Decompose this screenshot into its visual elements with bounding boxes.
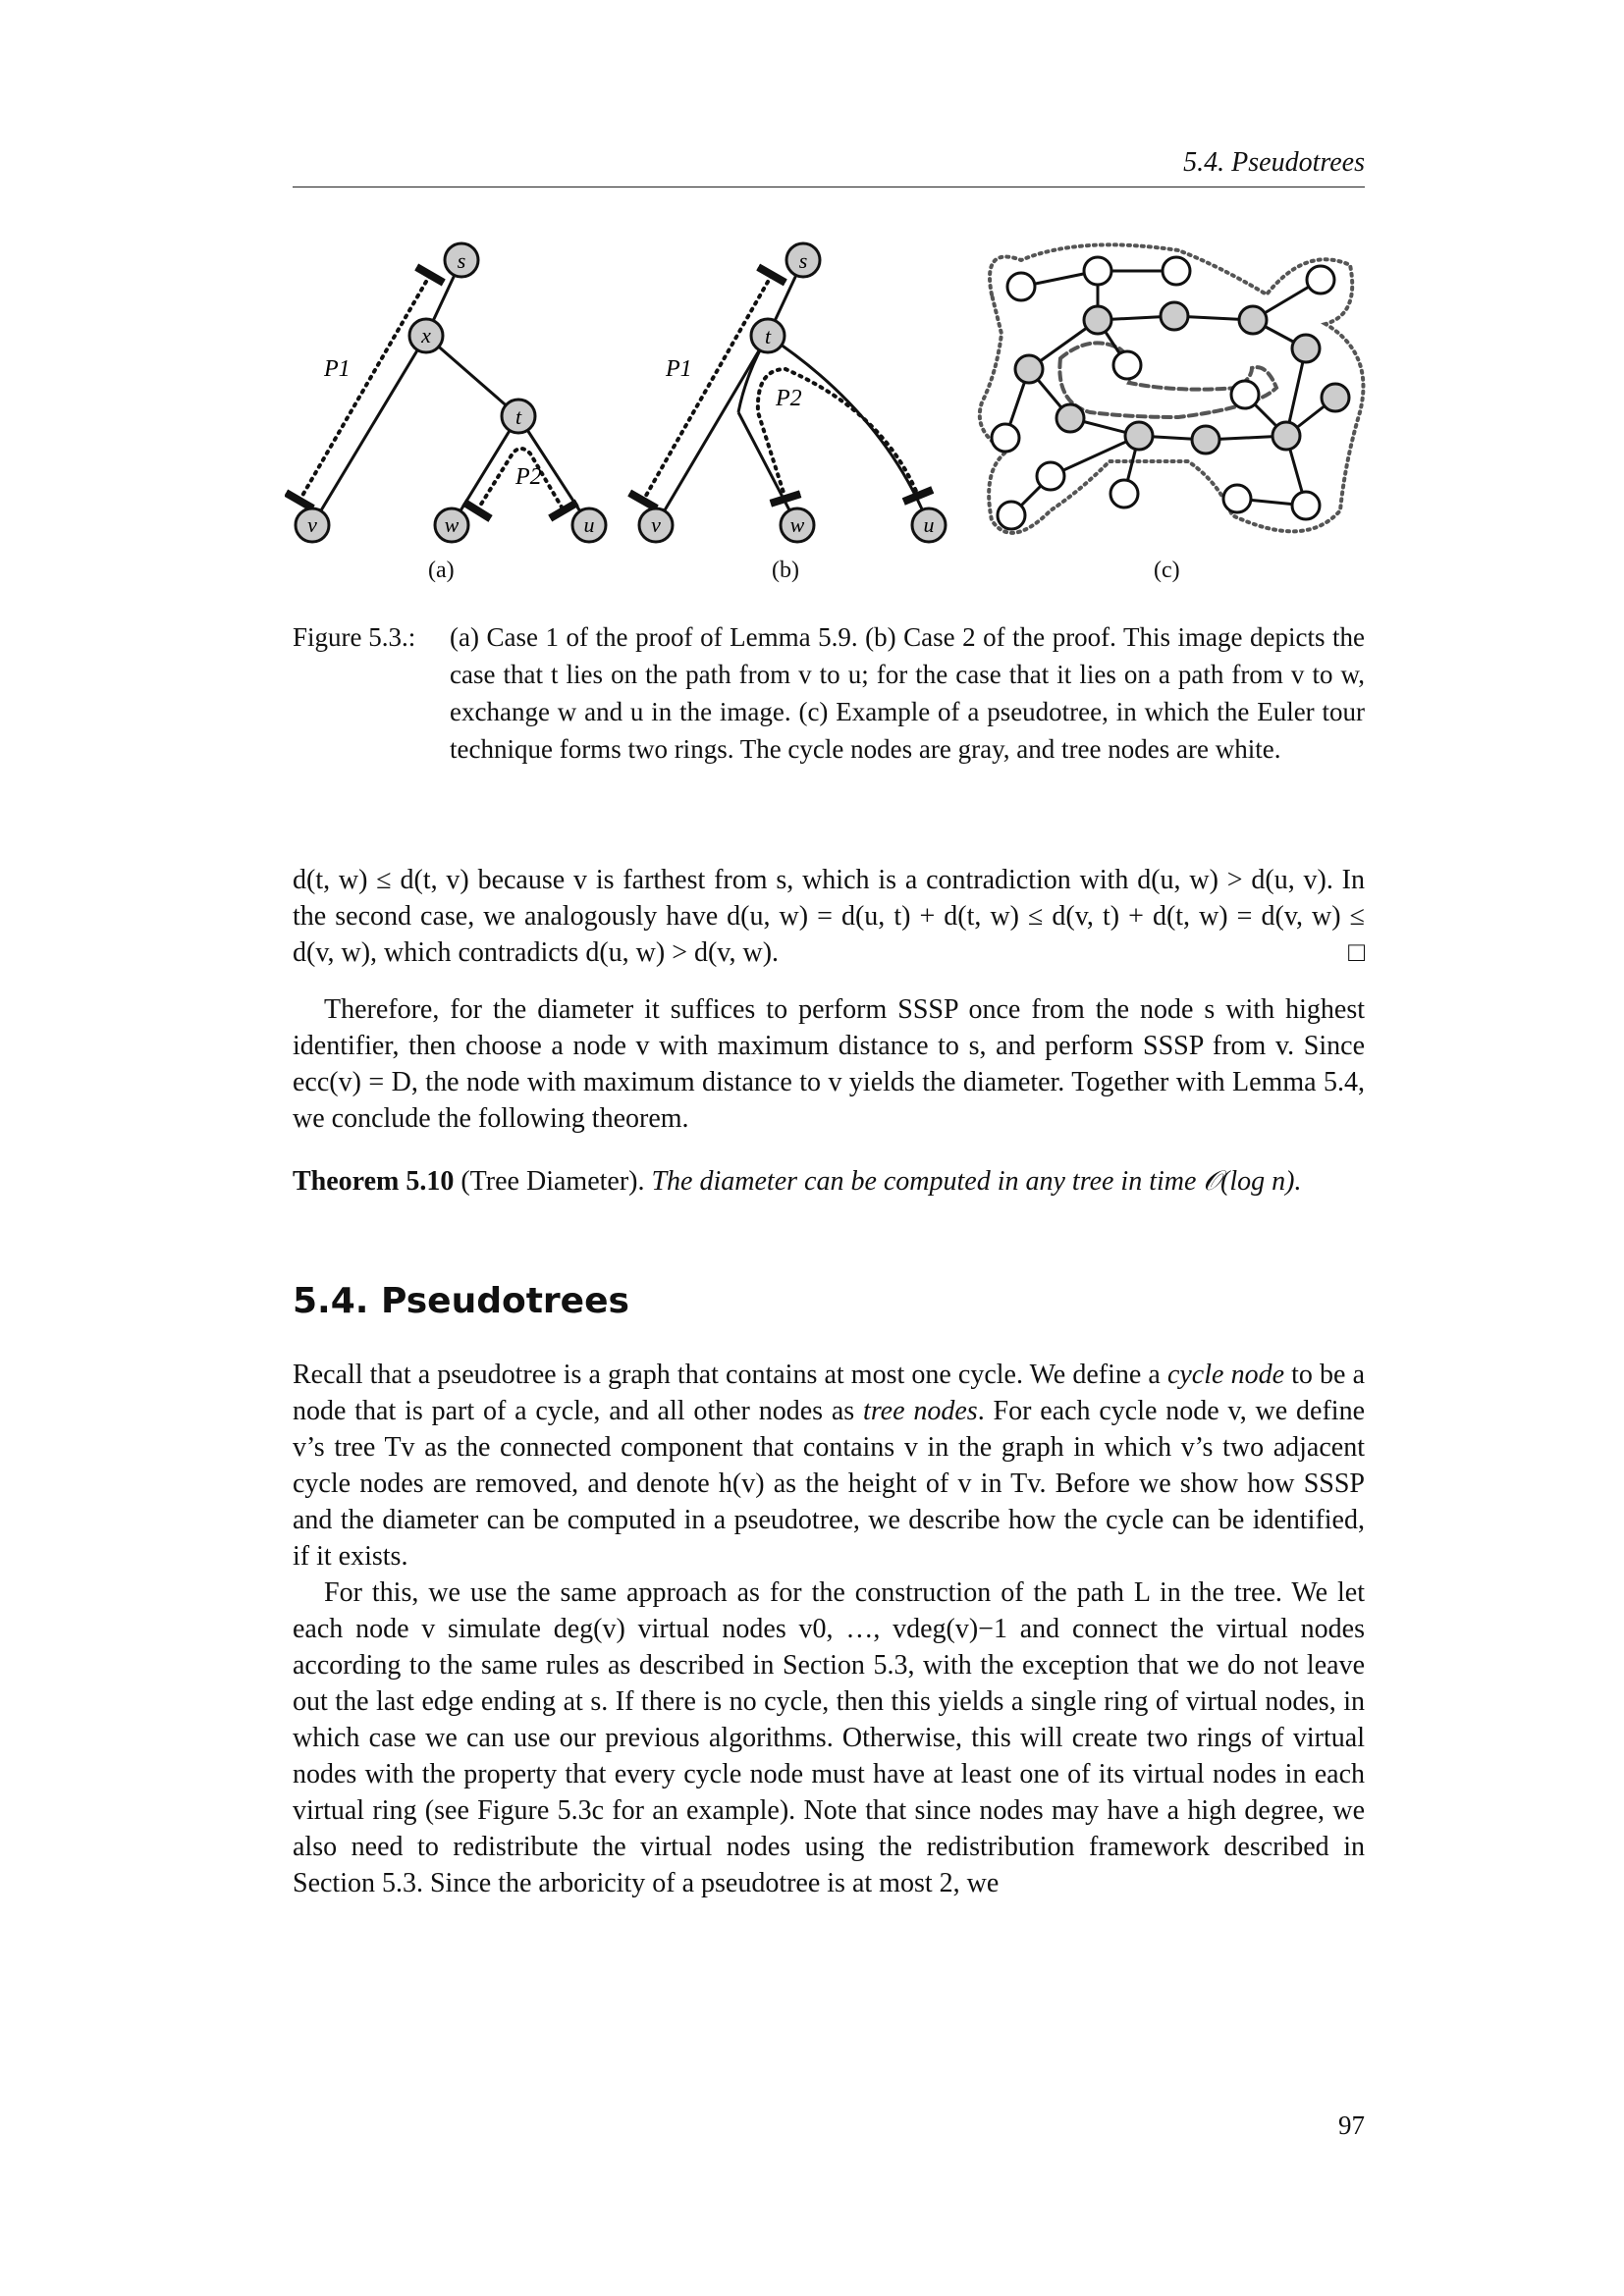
svg-text:s: s [798,248,808,273]
svg-text:u: u [583,512,595,537]
running-header: 5.4. Pseudotrees [1183,147,1365,178]
node-a-u [572,508,606,542]
term-cycle-node: cycle node [1166,1360,1284,1390]
figure-caption [293,618,1365,768]
paragraph-proof-end [293,862,1365,971]
theorem-text: The diameter can be computed in any tree in time 𝒪(log n). [644,1166,1302,1197]
subfig-label-c: (c) [1154,558,1180,583]
svg-text:v: v [651,512,661,537]
node-a-w [435,508,468,542]
page-number: 97 [1338,2110,1365,2140]
label-a-p1: P1 [324,356,351,382]
caption-text: (a) Case 1 of the proof of Lemma 5.9. (b) Case 2 of the proof. This image depicts the case that t lies on the path from v to u; for the case that it lies on a path from v to w, exchange w and u in the image. (c) Example of a pseudotree, in which the Euler tour technique forms two rings. The cycle nodes are gray, and tree nodes are white. [450,622,1365,764]
node-b-v [639,508,673,542]
theorem-5-10 [293,1163,1365,1200]
paragraph-pseudotree-def: Recall that a pseudotree is a graph that contains at most one cycle. We define a cycle node to be a node that is part of a cycle, and all other nodes as tree nodes. For each cycle node v, we define v’s tree Tv as the connected component that contains v in the graph in which v’s two adjacent cycle nodes are removed, and denote h(v) as the height of v in Tv. Before we show how SSSP and the diameter can be computed in a pseudotree, we describe how the cycle can be identified, if it exists. For this, we use the same approach as for the construction of the path L in the tree. We let each node v simulate deg(v) virtual nodes v0, …, vdeg(v)−1 and connect the virtual nodes according to the same rules as described in Section 5.3, with the exception that we do not leave out the last edge ending at s. If there is no cycle, then this yields a single ring of virtual nodes, in which case we can use our previous algorithms. Otherwise, this will create two rings of virtual nodes with the property that every cycle node must have at least one of its virtual nodes in each virtual ring (see Figure 5.3c for an example). Note that since nodes may have a high degree, we also need to redistribute the virtual nodes using the redistribution framework described in Section 5.3. Since the arboricity of a pseudotree is at most 2, we [293,1357,1365,1901]
subfig-label-b: (b) [772,558,799,583]
svg-text:u: u [923,512,935,537]
node-b-s [786,243,820,277]
svg-text:t: t [514,404,522,429]
svg-text:w: w [789,512,805,537]
para1-text: d(t, w) ≤ d(t, v) because v is farthest from s, which is a contradiction with d(u, w) > d(u, v). In the second case, we analogously have d(u, w) = d(u, t) + d(t, w) ≤ d(v, t) + d(t, w) = d(v, w) ≤ d(v, w), which contradicts d(u, w) > d(v, w). [293,865,1365,968]
subfig-label-a: (a) [428,558,455,583]
term-tree-nodes: tree nodes [863,1396,978,1426]
label-a-p2: P2 [515,464,542,490]
subfigure-c [980,244,1364,532]
svg-text:v: v [307,512,317,537]
node-a-s [445,243,478,277]
label-b-p2: P2 [776,386,802,411]
node-a-v [296,508,329,542]
svg-text:s: s [457,248,466,273]
node-b-w [781,508,814,542]
theorem-label: Theorem 5.10 [293,1166,455,1197]
caption-label: Figure 5.3.: [293,622,416,652]
section-heading: 5.4. Pseudotrees [293,1281,629,1321]
node-b-t [751,319,785,352]
subfigure-a [290,226,406,351]
theorem-name: (Tree Diameter). [454,1166,645,1197]
qed-symbol: □ [1348,937,1365,968]
node-a-x [409,319,443,352]
para2-text: Therefore, for the diameter it suffices to perform SSSP once from the node s with highest identifier, then choose a node v with maximum distance to s, and perform SSSP from v. Since ecc(v) = D, the node with maximum distance to v yields the diameter. Together with Lemma 5.4, we conclude the following theorem. [293,994,1365,1134]
svg-text:w: w [444,512,460,537]
paragraph-diameter [293,991,1365,1137]
svg-text:t: t [764,324,772,348]
node-b-u [912,508,946,542]
label-b-p1: P1 [666,356,692,382]
svg-text:x: x [421,323,431,347]
node-a-t [502,400,535,433]
para4-text: For this, we use the same approach as for the construction of the path L in the tree. We let each node v simulate deg(v) virtual nodes v0, …, vdeg(v)−1 and connect the virtual nodes according to the same rules as described in Section 5.3, with the exception that we do not leave out the last edge ending at s. If there is no cycle, then this yields a single ring of virtual nodes, in which case we can use our previous algorithms. Otherwise, this will create two rings of virtual nodes with the property that every cycle node must have at least one of its virtual nodes in each virtual ring (see Figure 5.3c for an example). Note that since nodes may have a high degree, we also need to redistribute the virtual nodes using the redistribution framework described in Section 5.3. Since the arboricity of a pseudotree is at most 2, we [293,1577,1365,1898]
